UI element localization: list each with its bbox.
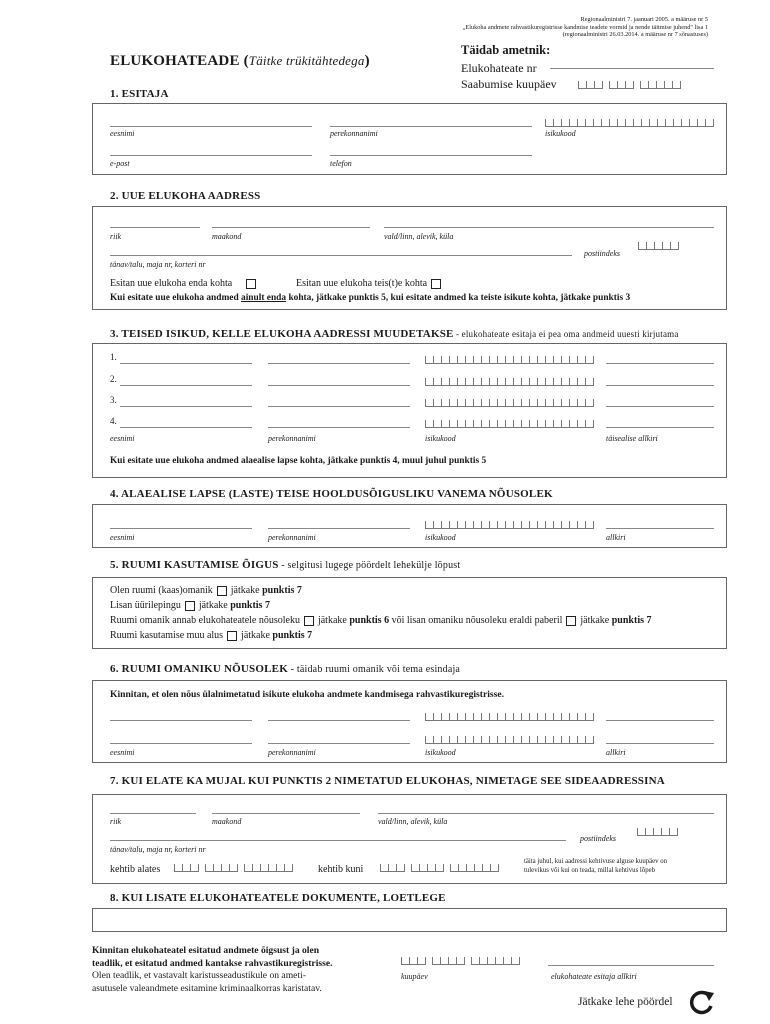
regulation-reference (463, 16, 708, 39)
regulation-line-3: (regionaalministri 26.03.2014. a määruse nr 7 sõnastuses) (562, 31, 708, 39)
s2-instruction-note (110, 293, 630, 303)
footer-confirmation (92, 945, 332, 970)
s5-option-lease (110, 600, 270, 611)
official-arrival-date-label: Saabumise kuupäev (461, 77, 557, 91)
section-1-title: 1. ESITAJA (110, 88, 169, 100)
footer-legal-notice (92, 970, 322, 995)
s6-id-code-field-1[interactable] (425, 713, 594, 721)
s3-row-4-id-code[interactable] (425, 420, 594, 428)
turn-over-label: Jätkake lehe pöördel (578, 996, 673, 1008)
s7-valid-from-label: kehtib alates (110, 864, 161, 875)
footer-signature-label: elukohateate esitaja allkiri (551, 972, 637, 981)
s2-country-field[interactable] (110, 227, 200, 228)
s3-row-1-id-code[interactable] (425, 356, 594, 364)
s5-consent-label: Ruumi omanik annab elukohateatele nõusoleku (110, 615, 300, 626)
s3-row-1-last-name[interactable] (268, 363, 410, 364)
document-title (110, 53, 370, 70)
s7-valid-until-field[interactable] (380, 864, 499, 872)
s6-first-name-field-1[interactable] (110, 720, 252, 721)
section-5-title (110, 559, 460, 571)
turn-over-arrow-icon (688, 988, 716, 1016)
s1-email-label: e-post (110, 159, 130, 168)
footer-date-field[interactable] (401, 957, 520, 965)
s3-row-4-number: 4. (110, 416, 117, 426)
s2-municipality-label: vald/linn, alevik, küla (384, 232, 454, 241)
s5-other-point: punktis 7 (272, 630, 313, 641)
s1-phone-field[interactable] (330, 155, 532, 156)
s3-row-2-signature[interactable] (606, 385, 714, 386)
s3-adult-signature-label: täisealise allkiri (606, 434, 658, 443)
s4-first-name-field[interactable] (110, 528, 252, 529)
s1-phone-label: telefon (330, 159, 352, 168)
s7-valid-from-field[interactable] (174, 864, 293, 872)
title-hint: Täitke trükitähtedega (248, 53, 365, 68)
s7-valid-until-label: kehtib kuni (318, 864, 364, 875)
s3-row-4-last-name[interactable] (268, 427, 410, 428)
s5-consent-point: punktis 6 (349, 615, 390, 626)
s5-other-label: Ruumi kasutamise muu alus (110, 630, 224, 641)
s5-consent-continue: jätkake (317, 615, 347, 626)
s6-id-code-label: isikukood (425, 748, 456, 757)
s3-title-text: 3. TEISED ISIKUD, KELLE ELUKOHA AADRESSI MUUDETAKSE (110, 328, 454, 340)
s5-lease-point: punktis 7 (230, 600, 270, 611)
s4-first-name-label: eesnimi (110, 533, 135, 542)
regulation-line-2: „Elukoha andmete rahvastikuregistrisse kandmise teadete vormid ja nende täitmise juhend" lisa 1 (462, 23, 708, 31)
s2-own-residence-label: Esitan uue elukoha enda kohta (110, 278, 233, 289)
s7-country-label: riik (110, 817, 122, 826)
s7-postcode-field[interactable] (637, 828, 678, 836)
s5-owner-continue: jätkake (230, 585, 260, 596)
s6-subtitle: - täidab ruumi omanik või tema esindaja (287, 664, 461, 675)
s2-country-label: riik (110, 232, 122, 241)
s3-row-1-first-name[interactable] (120, 363, 252, 364)
s3-row-1-signature[interactable] (606, 363, 714, 364)
s5-option-owner (110, 585, 302, 596)
official-arrival-date-field[interactable] (578, 81, 681, 89)
s5-owner-checkbox[interactable] (217, 586, 227, 596)
s2-street-field[interactable] (110, 255, 572, 256)
section-4-title: 4. ALAEALISE LAPSE (LASTE) TEISE HOOLDUSÕIGUSLIKU VANEMA NÕUSOLEK (110, 488, 553, 500)
footer-line-1: Kinnitan elukohateatel esitatud andmete õigsust ja olen (92, 945, 320, 956)
s6-signature-label: allkiri (606, 748, 626, 757)
s4-last-name-field[interactable] (268, 528, 410, 529)
section-2-title: 2. UUE ELUKOHA AADRESS (110, 190, 261, 202)
section-7-title: 7. KUI ELATE KA MUJAL KUI PUNKTIS 2 NIMETATUD ELUKOHAS, NIMETAGE SEE SIDEAADRESSINA (110, 775, 665, 787)
s7-postcode-label: postiindeks (580, 834, 616, 843)
s1-email-field[interactable] (110, 155, 312, 156)
s1-last-name-label: perekonnanimi (330, 129, 378, 138)
s3-row-3-last-name[interactable] (268, 406, 410, 407)
s7-street-field[interactable] (110, 840, 566, 841)
s6-last-name-field-2[interactable] (268, 743, 410, 744)
s5-option-owner-consent (110, 615, 652, 626)
s3-row-2-number: 2. (110, 374, 117, 384)
regulation-line-1: Regionaalministri 7. jaanuari 2005. a määruse nr 5 (580, 16, 708, 23)
s7-county-label: maakond (212, 817, 242, 826)
s5-owner-label: Olen ruumi (kaas)omanik (110, 585, 213, 596)
s5-lease-label: Lisan üürilepingu (110, 600, 181, 611)
official-notice-nr-label: Elukohateate nr (461, 61, 537, 75)
s2-county-label: maakond (212, 232, 242, 241)
s4-signature-label: allkiri (606, 533, 626, 542)
s3-row-4-first-name[interactable] (120, 427, 252, 428)
s7-street-label: tänav/talu, maja nr, korteri nr (110, 845, 206, 854)
s3-subtitle: - elukohateate esitaja ei pea oma andmeid uuesti kirjutama (453, 329, 679, 339)
s7-municipality-field[interactable] (378, 813, 714, 814)
s5-separate-checkbox[interactable] (566, 616, 576, 626)
s5-other-checkbox[interactable] (227, 631, 237, 641)
s4-id-code-field[interactable] (425, 521, 594, 529)
s5-separate-continue: jätkake (580, 615, 610, 626)
s2-own-residence-option (110, 278, 260, 289)
s5-separate-label: või lisan omaniku nõusoleku eraldi paberil (389, 615, 563, 626)
s2-note-part-a: Kui esitate uue elukoha andmed (110, 293, 242, 303)
s5-lease-continue: jätkake (198, 600, 228, 611)
s1-last-name-field[interactable] (330, 126, 532, 127)
s3-instruction-note: Kui esitate uue elukoha andmed alaealise lapse kohta, jätkake punktis 4, muul juhul punktis 5 (110, 456, 487, 466)
s1-id-code-field[interactable] (545, 119, 714, 127)
title-main: ELUKOHATEADE ( (110, 53, 249, 69)
s2-county-field[interactable] (212, 227, 370, 228)
s6-signature-field-2[interactable] (606, 743, 714, 744)
s2-own-residence-checkbox[interactable] (246, 279, 256, 289)
s3-row-3-first-name[interactable] (120, 406, 252, 407)
s3-row-2-first-name[interactable] (120, 385, 252, 386)
s2-note-part-b: kohta, jätkake punktis 5, kui esitate andmed ka teiste isikute kohta, jätkake punktis 3 (286, 293, 631, 303)
section-8-title: 8. KUI LISATE ELUKOHATEATELE DOKUMENTE, LOETLEGE (110, 892, 446, 904)
title-close: ) (364, 53, 370, 69)
s7-date-hint (524, 857, 667, 875)
s2-others-residence-label: Esitan uue elukoha teis(t)e kohta (296, 278, 428, 289)
s3-row-3-number: 3. (110, 395, 117, 405)
s5-title-text: 5. RUUMI KASUTAMISE ÕIGUS (110, 559, 279, 571)
s2-postcode-field[interactable] (638, 242, 679, 250)
footer-date-label: kuupäev (401, 972, 428, 981)
s2-others-residence-option (296, 278, 445, 289)
s3-row-4-signature[interactable] (606, 427, 714, 428)
section-6-title (110, 663, 460, 675)
footer-line-3: Olen teadlik, et vastavalt karistusseadustikule on ameti- (92, 970, 306, 981)
s7-country-field[interactable] (110, 813, 196, 814)
s5-lease-checkbox[interactable] (185, 601, 195, 611)
s7-county-field[interactable] (212, 813, 360, 814)
s6-consent-statement: Kinnitan, et olen nõus ülalnimetatud isikute elukoha andmete kandmisega rahvastikuregistrisse. (110, 689, 505, 700)
s3-row-2-last-name[interactable] (268, 385, 410, 386)
s1-id-code-label: isikukood (545, 129, 576, 138)
s2-others-residence-checkbox[interactable] (431, 279, 441, 289)
s2-municipality-field[interactable] (384, 227, 714, 228)
s3-id-code-label: isikukood (425, 434, 456, 443)
s2-note-underline: ainult enda (241, 293, 287, 303)
s2-postcode-label: postiindeks (584, 249, 620, 258)
s3-row-1-number: 1. (110, 352, 117, 362)
s4-signature-field[interactable] (606, 528, 714, 529)
s3-row-2-id-code[interactable] (425, 378, 594, 386)
section-4-box (92, 504, 727, 548)
s5-owner-point: punktis 7 (262, 585, 302, 596)
s6-title-text: 6. RUUMI OMANIKU NÕUSOLEK (110, 663, 288, 675)
footer-line-2: teadlik, et esitatud andmed kantakse rahvastikuregistrisse. (92, 957, 333, 969)
section-3-title (110, 328, 679, 340)
s3-row-3-id-code[interactable] (425, 399, 594, 407)
s3-first-name-label: eesnimi (110, 434, 135, 443)
s6-first-name-label: eesnimi (110, 748, 135, 757)
s6-first-name-field-2[interactable] (110, 743, 252, 744)
official-notice-nr-field[interactable] (550, 68, 714, 69)
footer-signature-field[interactable] (548, 965, 714, 966)
s5-other-continue: jätkake (241, 630, 270, 641)
s5-separate-point: punktis 7 (611, 615, 652, 626)
s5-consent-checkbox[interactable] (304, 616, 314, 626)
s3-last-name-label: perekonnanimi (268, 434, 316, 443)
s6-last-name-field-1[interactable] (268, 720, 410, 721)
s1-first-name-label: eesnimi (110, 129, 135, 138)
s1-first-name-field[interactable] (110, 126, 312, 127)
s5-subtitle: - selgitusi lugege pöördelt lehekülje lõpust (278, 560, 461, 571)
footer-line-4: asutusele valeandmete esitamine kriminaalkorras karistatav. (92, 982, 322, 994)
s4-id-code-label: isikukood (425, 533, 456, 542)
s6-signature-field-1[interactable] (606, 720, 714, 721)
s7-municipality-label: vald/linn, alevik, küla (378, 817, 448, 826)
s2-street-label: tänav/talu, maja nr, korteri nr (110, 260, 206, 269)
s5-option-other-basis (110, 630, 312, 641)
s6-last-name-label: perekonnanimi (268, 748, 316, 757)
s3-row-3-signature[interactable] (606, 406, 714, 407)
s7-hint-line-2: tulevikus või kui on teada, millal kehtivus lõpeb (524, 867, 656, 874)
s7-hint-line-1: täita juhul, kui aadressi kehtivuse alguse kuupäev on (524, 858, 668, 865)
section-1-box (92, 103, 727, 175)
s4-last-name-label: perekonnanimi (268, 533, 316, 542)
official-heading: Täidab ametnik: (461, 43, 551, 57)
s8-documents-field[interactable] (92, 908, 727, 932)
s6-id-code-field-2[interactable] (425, 736, 594, 744)
